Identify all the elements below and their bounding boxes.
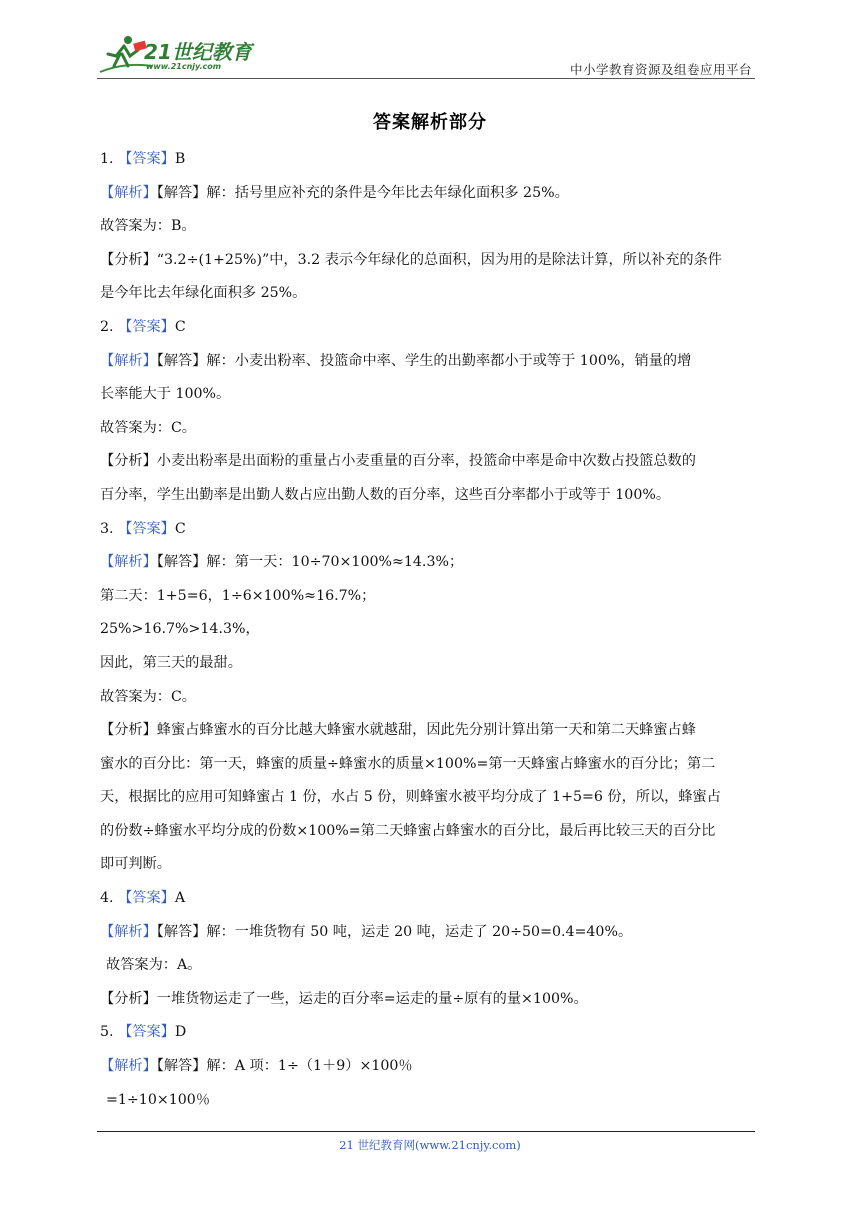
jieda-label: 【解答】 [156,554,207,571]
q3-answer: C [174,520,186,537]
jieda-label: 【解答】 [156,352,207,369]
q2-jiexi-2: 长率能大于 100%。 [100,386,231,403]
q1-jiexi: 解：括号里应补充的条件是今年比去年绿化面积多 25%。 [206,184,569,201]
fenxi-label: 【分析】 [100,251,157,268]
q4-number: 4. [100,890,114,907]
q2-fenxi-2: 百分率，学生出勤率是出勤人数占应出勤人数的百分率，这些百分率都小于或等于 100%。 [100,486,671,503]
q5-jiexi: 解：A 项：1÷（1＋9）×100％ [206,1058,413,1075]
answer-label: 【答案】 [118,520,175,537]
jiexi-label: 【解析】 [100,1058,157,1075]
jiexi-label: 【解析】 [100,184,157,201]
q3-compare: 25%>16.7%>14.3%， [100,621,260,638]
q1-fenxi-1: “3.2÷(1+25%)”中，3.2 表示今年绿化的总面积，因为用的是除法计算，所以补充的条件 [156,251,722,268]
q5-number: 5. [100,1024,114,1041]
q2-number: 2. [100,318,114,335]
jieda-label: 【解答】 [156,923,207,940]
q4-fenxi: 一堆货物运走了一些，运走的百分率=运走的量÷原有的量×100%。 [156,990,588,1007]
q3-fenxi-1: 蜂蜜占蜂蜜水的百分比越大蜂蜜水就越甜，因此先分别计算出第一天和第二天蜂蜜占蜂 [156,722,696,739]
q2-answer: C [174,318,186,335]
q4-answer-line [100,886,764,920]
jiexi-label: 【解析】 [100,554,157,571]
q4-jiexi: 解：一堆货物有 50 吨，运走 20 吨，运走了 20÷50=0.4=40%。 [206,923,633,940]
fenxi-label: 【分析】 [100,990,157,1007]
q4-fenxi-line [100,987,764,1021]
q3-therefore: 因此，第三天的最甜。 [100,654,242,671]
q2-jiexi-1: 解：小麦出粉率、投篮命中率、学生的出勤率都小于或等于 100%，销量的增 [206,352,692,369]
q3-fenxi-5: 即可判断。 [100,856,171,873]
q3-jiexi-line [100,550,764,584]
logo [94,32,264,78]
q5-answer: D [174,1024,187,1041]
header-divider [97,78,755,79]
logo-url: www.21cnjy.com [146,62,222,71]
q5-jiexi-line [100,1054,764,1088]
q5-step: =1÷10×100％ [106,1091,211,1108]
q1-conclusion: 故答案为：B。 [100,218,196,235]
q1-answer-line [100,147,764,181]
q3-fenxi-2: 蜜水的百分比：第一天，蜂蜜的质量÷蜂蜜水的质量×100%=第一天蜂蜜占蜂蜜水的百分比；第二 [100,755,716,772]
q4-conclusion: 故答案为：A。 [106,957,202,974]
q3-jiexi: 解：第一天：10÷70×100%≈14.3%； [206,554,464,571]
q1-fenxi-2: 是今年比去年绿化面积多 25%。 [100,285,307,302]
q3-day2: 第二天：1+5=6，1÷6×100%≈16.7%； [100,587,376,604]
q1-jiexi-line [100,181,764,215]
footer-divider [97,1131,755,1132]
q1-number: 1. [100,151,114,167]
fenxi-label: 【分析】 [100,722,157,739]
footer-link[interactable]: 21 世纪教育网(www.21cnjy.com) [339,1138,521,1152]
jieda-label: 【解答】 [156,184,207,201]
q3-conclusion: 故答案为：C。 [100,688,196,705]
q1-answer: B [174,151,186,167]
q4-answer: A [174,890,186,907]
q2-jiexi-line [100,349,764,383]
q3-answer-line [100,517,764,551]
fenxi-label: 【分析】 [100,453,157,470]
q1-fenxi-line [100,248,764,282]
q2-fenxi-1: 小麦出粉率是出面粉的重量占小麦重量的百分率，投篮命中率是命中次数占投篮总数的 [156,453,696,470]
answer-content [100,147,764,1121]
answer-label: 【答案】 [118,318,175,335]
q2-answer-line [100,315,764,349]
jieda-label: 【解答】 [156,1058,207,1075]
q3-fenxi-3: 天，根据比的应用可知蜂蜜占 1 份，水占 5 份，则蜂蜜水被平均分成了 1+5=6 份，所以，蜂蜜占 [100,789,721,806]
answer-label: 【答案】 [118,1024,175,1041]
jiexi-label: 【解析】 [100,352,157,369]
page-title: 答案解析部分 [373,112,487,133]
q3-fenxi-line [100,718,764,752]
q5-answer-line [100,1020,764,1054]
answer-label: 【答案】 [118,151,175,167]
q3-fenxi-4: 的份数÷蜂蜜水平均分成的份数×100%=第二天蜂蜜占蜂蜜水的百分比，最后再比较三天的百分比 [100,822,716,839]
q4-jiexi-line [100,920,764,954]
answer-label: 【答案】 [118,890,175,907]
jiexi-label: 【解析】 [100,923,157,940]
logo-text: 21世纪教育 [144,40,252,64]
q2-conclusion: 故答案为：C。 [100,419,196,436]
platform-name: 中小学教育资源及组卷应用平台 [569,62,752,77]
q2-fenxi-line [100,449,764,483]
q3-number: 3. [100,520,114,537]
